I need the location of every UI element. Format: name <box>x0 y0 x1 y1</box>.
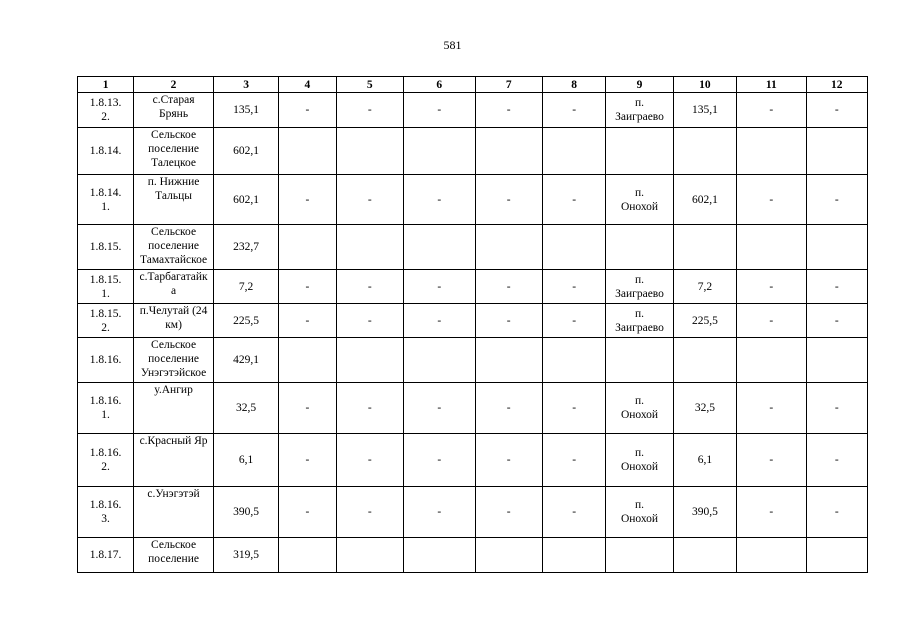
table-cell-col3: 225,5 <box>213 304 278 338</box>
table-cell-col1: 1.8.13. 2. <box>78 93 134 128</box>
header-cell: 11 <box>737 77 806 93</box>
table-cell-col2: п.Челутай (24 км) <box>134 304 214 338</box>
table-cell-col7 <box>475 538 542 573</box>
table-cell-col3: 602,1 <box>213 175 278 225</box>
table-cell-col9: п. Онохой <box>606 175 673 225</box>
table-cell-col12: - <box>806 270 867 304</box>
table-cell-col11 <box>737 538 806 573</box>
table-cell-col2: с.Красный Яр <box>134 434 214 487</box>
table-row <box>78 434 868 487</box>
table-body <box>78 93 868 573</box>
table-cell-col2: Сельское поселение Тамахтайское <box>134 225 214 270</box>
table-cell-col12: - <box>806 93 867 128</box>
table-cell-col11: - <box>737 487 806 538</box>
table-row <box>78 538 868 573</box>
table-row <box>78 487 868 538</box>
table-cell-col12: - <box>806 304 867 338</box>
table-header-row <box>78 77 868 93</box>
table-cell-col7: - <box>475 434 542 487</box>
table-cell-col5: - <box>336 93 403 128</box>
table-cell-col5: - <box>336 175 403 225</box>
table-cell-col2: с.Тарбагатайк а <box>134 270 214 304</box>
header-cell: 10 <box>673 77 736 93</box>
table-row <box>78 128 868 175</box>
table-cell-col1: 1.8.16. 2. <box>78 434 134 487</box>
table-cell-col3: 6,1 <box>213 434 278 487</box>
table-cell-col6: - <box>403 175 475 225</box>
table-cell-col4: - <box>279 383 336 434</box>
table-cell-col6 <box>403 128 475 175</box>
table-cell-col4: - <box>279 304 336 338</box>
header-cell: 12 <box>806 77 867 93</box>
table-cell-col9 <box>606 538 673 573</box>
table-cell-col11: - <box>737 270 806 304</box>
table-cell-col10 <box>673 128 736 175</box>
table-cell-col6: - <box>403 434 475 487</box>
table-cell-col5: - <box>336 383 403 434</box>
table-cell-col4 <box>279 225 336 270</box>
table-cell-col4: - <box>279 434 336 487</box>
table-cell-col12: - <box>806 175 867 225</box>
table-cell-col1: 1.8.14. <box>78 128 134 175</box>
table-cell-col5: - <box>336 270 403 304</box>
table-cell-col7 <box>475 128 542 175</box>
header-cell: 2 <box>134 77 214 93</box>
table-cell-col7: - <box>475 304 542 338</box>
table-cell-col8: - <box>542 434 605 487</box>
table-cell-col2: п. Нижние Тальцы <box>134 175 214 225</box>
table-cell-col1: 1.8.15. <box>78 225 134 270</box>
table-cell-col11 <box>737 128 806 175</box>
table-cell-col12: - <box>806 383 867 434</box>
table-cell-col5 <box>336 225 403 270</box>
table-cell-col5 <box>336 538 403 573</box>
header-cell: 8 <box>542 77 605 93</box>
table-cell-col1: 1.8.16. 3. <box>78 487 134 538</box>
table-cell-col6: - <box>403 270 475 304</box>
header-cell: 3 <box>213 77 278 93</box>
table-cell-col7: - <box>475 487 542 538</box>
table-cell-col4: - <box>279 93 336 128</box>
table-cell-col3: 319,5 <box>213 538 278 573</box>
table-row <box>78 225 868 270</box>
table-cell-col3: 135,1 <box>213 93 278 128</box>
table-cell-col8 <box>542 538 605 573</box>
table-cell-col6 <box>403 538 475 573</box>
table-cell-col3: 602,1 <box>213 128 278 175</box>
table-cell-col3: 390,5 <box>213 487 278 538</box>
table-cell-col4: - <box>279 175 336 225</box>
table-cell-col6: - <box>403 304 475 338</box>
table-cell-col7: - <box>475 175 542 225</box>
table-cell-col2: с.Старая Брянь <box>134 93 214 128</box>
header-cell: 6 <box>403 77 475 93</box>
table-cell-col8: - <box>542 487 605 538</box>
table-cell-col10: 32,5 <box>673 383 736 434</box>
table-cell-col1: 1.8.16. 1. <box>78 383 134 434</box>
table-cell-col12 <box>806 128 867 175</box>
table-cell-col1: 1.8.14. 1. <box>78 175 134 225</box>
table-cell-col3: 429,1 <box>213 338 278 383</box>
table-cell-col2: Сельское поселение Талецкое <box>134 128 214 175</box>
table-cell-col11 <box>737 225 806 270</box>
header-cell: 5 <box>336 77 403 93</box>
table-cell-col6: - <box>403 93 475 128</box>
table-cell-col9: п. Онохой <box>606 487 673 538</box>
table-row <box>78 383 868 434</box>
table-cell-col2: у.Ангир <box>134 383 214 434</box>
table-row <box>78 93 868 128</box>
header-cell: 7 <box>475 77 542 93</box>
page-number: 581 <box>443 38 462 52</box>
table-cell-col10: 6,1 <box>673 434 736 487</box>
table-cell-col9: п. Заиграево <box>606 304 673 338</box>
table-cell-col1: 1.8.16. <box>78 338 134 383</box>
table-row <box>78 338 868 383</box>
table-cell-col8: - <box>542 93 605 128</box>
table-cell-col10: 225,5 <box>673 304 736 338</box>
table-cell-col6 <box>403 225 475 270</box>
table-cell-col10 <box>673 225 736 270</box>
table-cell-col5: - <box>336 304 403 338</box>
table-cell-col11: - <box>737 93 806 128</box>
table-cell-col8: - <box>542 383 605 434</box>
data-table <box>77 76 868 573</box>
table-cell-col10 <box>673 538 736 573</box>
table-cell-col4: - <box>279 487 336 538</box>
table-cell-col12 <box>806 338 867 383</box>
table-cell-col6: - <box>403 487 475 538</box>
table-cell-col4 <box>279 338 336 383</box>
table-row <box>78 270 868 304</box>
table-cell-col8: - <box>542 270 605 304</box>
table-cell-col11 <box>737 338 806 383</box>
table-cell-col8: - <box>542 175 605 225</box>
table-cell-col8 <box>542 338 605 383</box>
table-cell-col1: 1.8.17. <box>78 538 134 573</box>
table-cell-col12: - <box>806 434 867 487</box>
table-cell-col7 <box>475 225 542 270</box>
table-cell-col8 <box>542 225 605 270</box>
table-cell-col12 <box>806 225 867 270</box>
table-cell-col2: Сельское поселение Унэгэтэйское <box>134 338 214 383</box>
table-cell-col12: - <box>806 487 867 538</box>
table-cell-col9: п. Онохой <box>606 383 673 434</box>
table-cell-col3: 32,5 <box>213 383 278 434</box>
table-cell-col3: 232,7 <box>213 225 278 270</box>
table-cell-col2: с.Унэгэтэй <box>134 487 214 538</box>
table-cell-col6 <box>403 338 475 383</box>
table-cell-col4 <box>279 538 336 573</box>
table-cell-col6: - <box>403 383 475 434</box>
table-cell-col10: 390,5 <box>673 487 736 538</box>
table-cell-col11: - <box>737 383 806 434</box>
table-cell-col10 <box>673 338 736 383</box>
table-cell-col1: 1.8.15. 2. <box>78 304 134 338</box>
table-cell-col5 <box>336 128 403 175</box>
header-cell: 1 <box>78 77 134 93</box>
table-cell-col9: п. Заиграево <box>606 270 673 304</box>
table-cell-col7: - <box>475 383 542 434</box>
table-cell-col1: 1.8.15. 1. <box>78 270 134 304</box>
table-row <box>78 175 868 225</box>
table-cell-col2: Сельское поселение <box>134 538 214 573</box>
table-cell-col8 <box>542 128 605 175</box>
table-cell-col5 <box>336 338 403 383</box>
table-cell-col9 <box>606 225 673 270</box>
table-cell-col10: 135,1 <box>673 93 736 128</box>
table-row <box>78 304 868 338</box>
header-cell: 4 <box>279 77 336 93</box>
table-cell-col12 <box>806 538 867 573</box>
table-cell-col4 <box>279 128 336 175</box>
table-cell-col10: 7,2 <box>673 270 736 304</box>
table-cell-col9 <box>606 128 673 175</box>
table-cell-col11: - <box>737 434 806 487</box>
table-cell-col9: п. Онохой <box>606 434 673 487</box>
table-cell-col9: п. Заиграево <box>606 93 673 128</box>
table-cell-col8: - <box>542 304 605 338</box>
table-cell-col4: - <box>279 270 336 304</box>
table-cell-col5: - <box>336 434 403 487</box>
table-cell-col11: - <box>737 304 806 338</box>
table-cell-col11: - <box>737 175 806 225</box>
table-cell-col10: 602,1 <box>673 175 736 225</box>
table-cell-col7: - <box>475 93 542 128</box>
header-cell: 9 <box>606 77 673 93</box>
table-cell-col5: - <box>336 487 403 538</box>
table-cell-col3: 7,2 <box>213 270 278 304</box>
table-cell-col9 <box>606 338 673 383</box>
table-cell-col7: - <box>475 270 542 304</box>
table-cell-col7 <box>475 338 542 383</box>
